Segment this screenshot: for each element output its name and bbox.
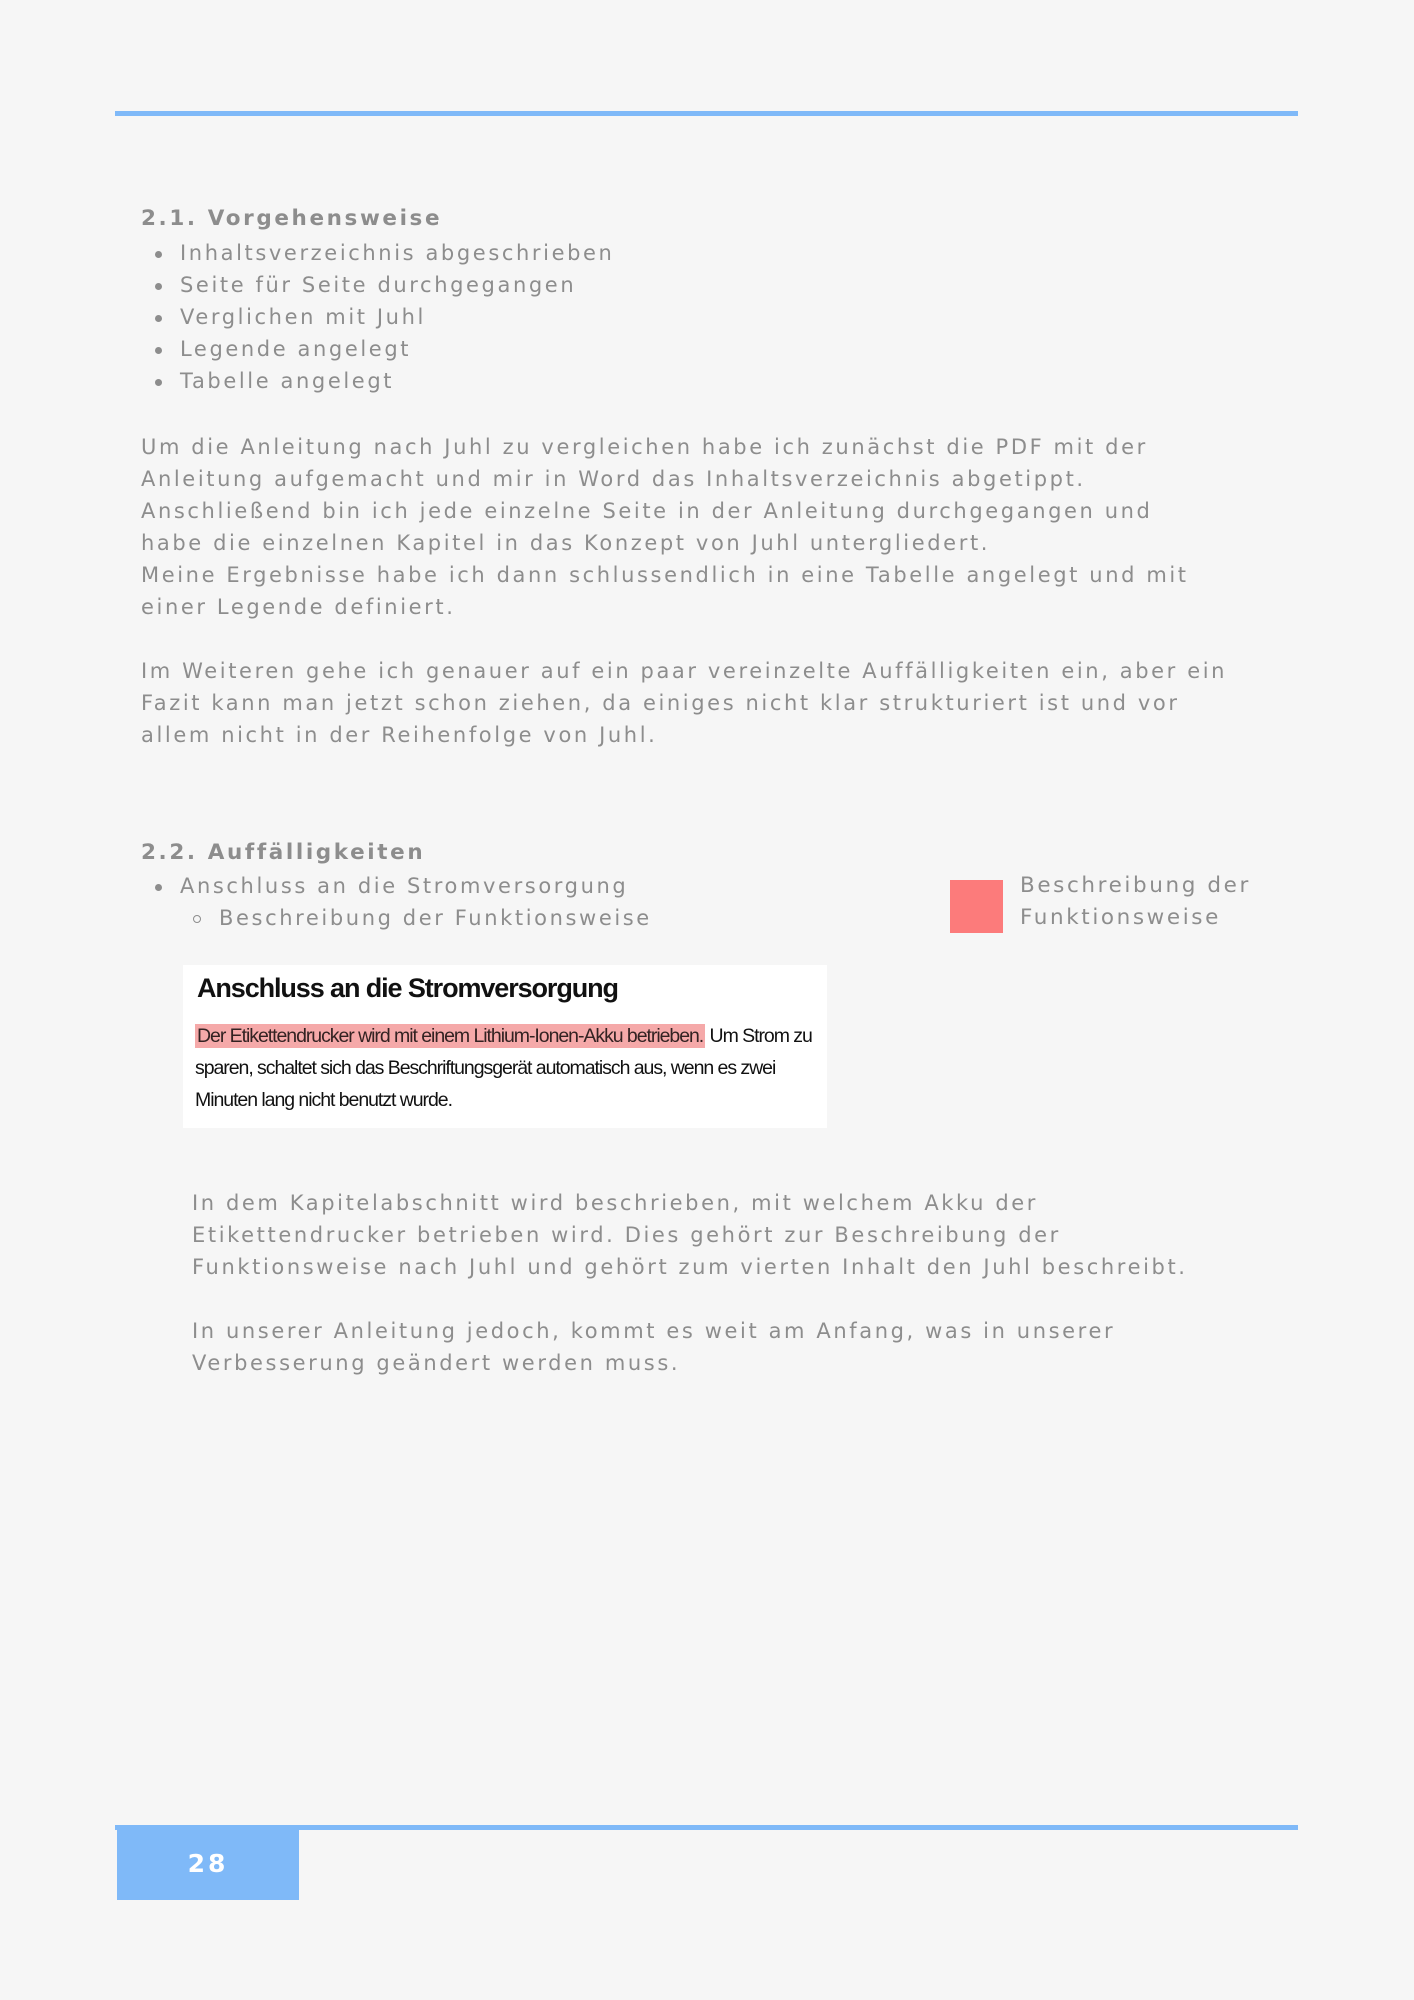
sub-list-item: Beschreibung der Funktionsweise (141, 902, 652, 934)
text-line: allem nicht in der Reihenfolge von Juhl. (141, 723, 658, 747)
legend-label-line: Beschreibung der (1020, 873, 1251, 898)
auffaelligkeiten-list (141, 870, 652, 934)
text-line: Um die Anleitung nach Juhl zu vergleichen habe ich zunächst die PDF mit der (141, 435, 1148, 459)
text-line: Im Weiteren gehe ich genauer auf ein paar vereinzelte Auffälligkeiten ein, aber ein (141, 659, 1228, 683)
text-line: Funktionsweise nach Juhl und gehört zum vierten Inhalt den Juhl beschreibt. (192, 1255, 1188, 1279)
text-line: Verbesserung geändert werden muss. (192, 1351, 681, 1375)
list-item: Inhaltsverzeichnis abgeschrieben (141, 237, 614, 269)
paragraph-method (141, 431, 1189, 623)
legend-color-swatch (950, 880, 1003, 933)
text-line: Meine Ergebnisse habe ich dann schlussendlich in eine Tabelle angelegt und mit (141, 563, 1189, 587)
text-line: In dem Kapitelabschnitt wird beschrieben, mit welchem Akku der (192, 1191, 1039, 1215)
paragraph-analysis (192, 1187, 1188, 1283)
paragraph-conclusion (141, 655, 1227, 751)
list-item: Legende angelegt (141, 333, 614, 365)
text-line: einer Legende definiert. (141, 595, 456, 619)
excerpt-rest: Um Strom zu sparen, schaltet sich das Beschriftungsgerät automatisch aus, wenn es zwei Minuten lang nicht benutzt wurde. (195, 1025, 812, 1111)
list-item: Tabelle angelegt (141, 365, 614, 397)
text-line: Anleitung aufgemacht und mir in Word das Inhaltsverzeichnis abgetippt. (141, 467, 1086, 491)
text-line: Etikettendrucker betrieben wird. Dies gehört zur Beschreibung der (192, 1223, 1061, 1247)
legend-label (1020, 870, 1251, 934)
header-rule (115, 111, 1298, 116)
legend-label-line: Funktionsweise (1020, 905, 1221, 930)
paragraph-improvement (192, 1315, 1115, 1379)
list-item: Anschluss an die Stromversorgung (141, 870, 652, 902)
page-number-box (117, 1827, 299, 1900)
vorgehensweise-list (141, 237, 614, 397)
excerpt-body (195, 1020, 820, 1116)
excerpt-highlight: Der Etikettendrucker wird mit einem Lithium-Ionen-Akku betrieben. (197, 1025, 704, 1047)
list-item: Verglichen mit Juhl (141, 301, 614, 333)
manual-excerpt-image (183, 965, 827, 1128)
text-line: habe die einzelnen Kapitel in das Konzept von Juhl untergliedert. (141, 531, 991, 555)
text-line: In unserer Anleitung jedoch, kommt es weit am Anfang, was in unserer (192, 1319, 1116, 1343)
page-number: 28 (187, 1849, 229, 1878)
section-heading-vorgehensweise: 2.1. Vorgehensweise (141, 206, 443, 231)
text-line: Fazit kann man jetzt schon ziehen, da einiges nicht klar strukturiert ist und vor (141, 691, 1180, 715)
list-item: Seite für Seite durchgegangen (141, 269, 614, 301)
text-line: Anschließend bin ich jede einzelne Seite in der Anleitung durchgegangen und (141, 499, 1153, 523)
excerpt-title: Anschluss an die Stromversorgung (197, 973, 618, 1003)
section-heading-auffaelligkeiten: 2.2. Auffälligkeiten (141, 840, 426, 865)
